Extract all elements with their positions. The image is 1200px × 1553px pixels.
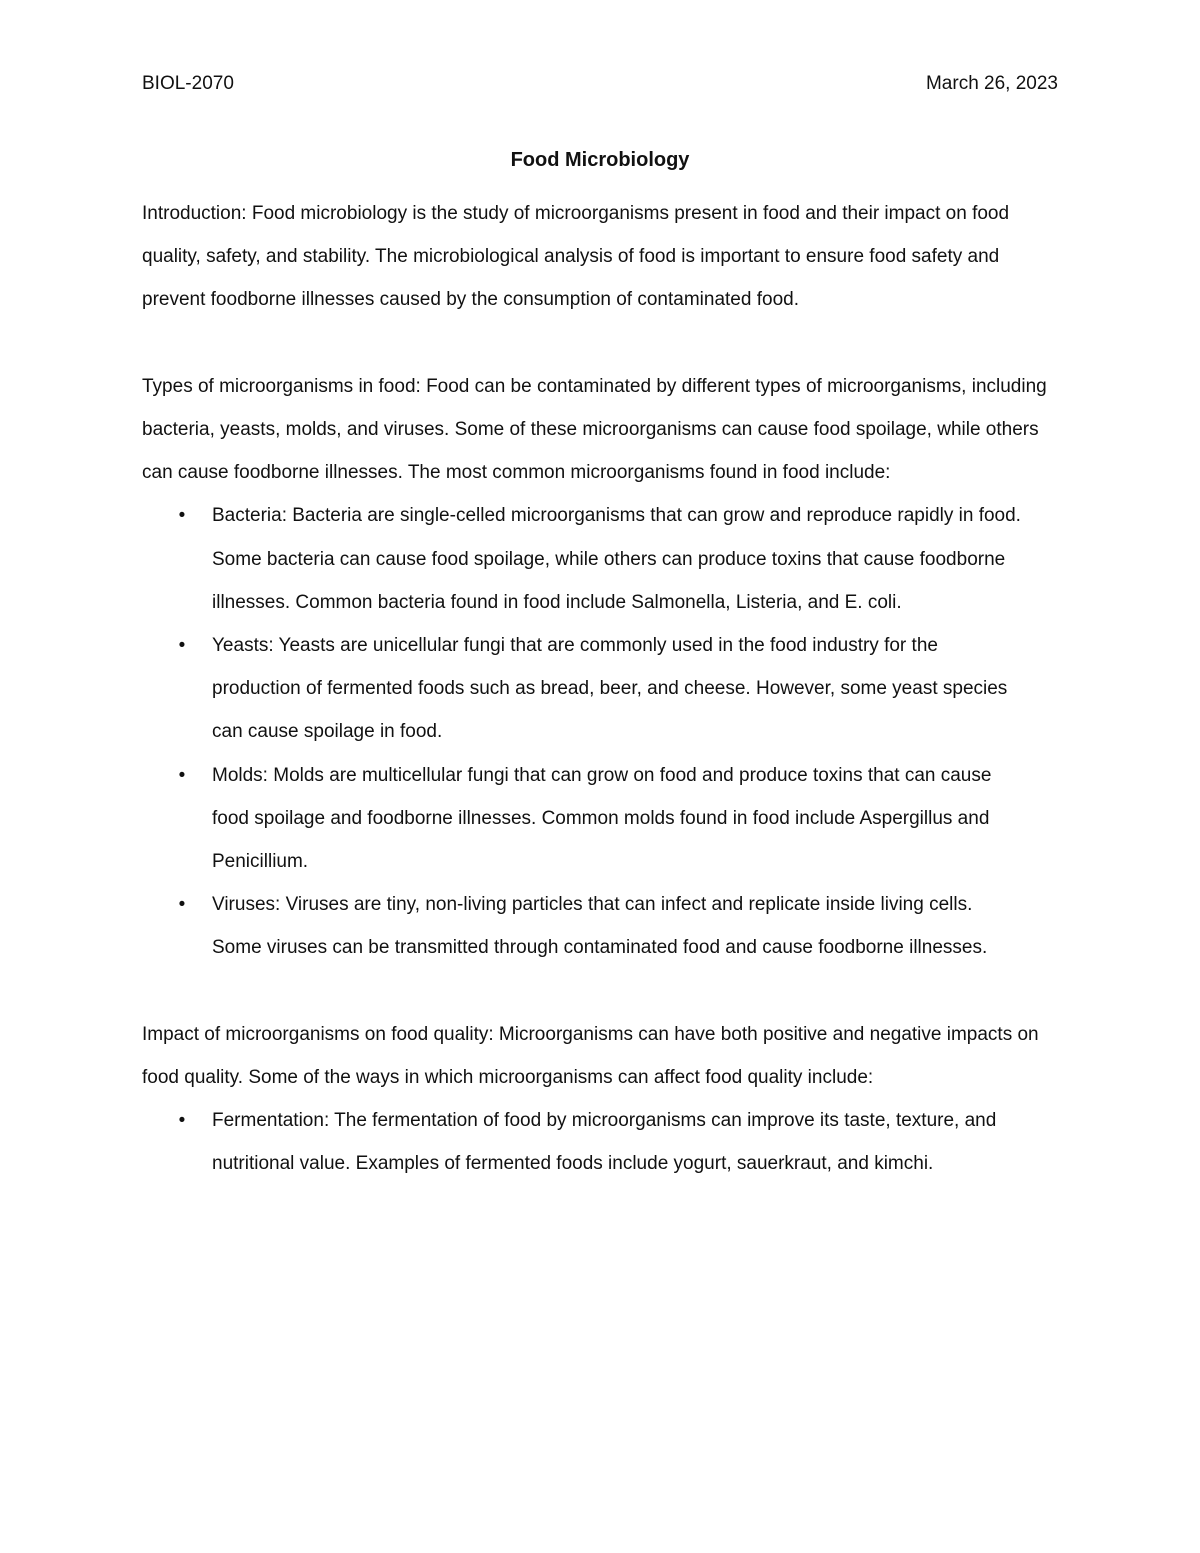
list-item-text: Viruses: Viruses are tiny, non-living particles that can infect and replicate inside living cells. Some viruses can be transmitted through contaminated food and cause foodborne illnesses. <box>212 894 988 959</box>
list-item <box>178 754 1062 884</box>
impact-list <box>142 1099 1062 1185</box>
paragraph-spacer <box>142 970 1062 1013</box>
bullet-icon: • <box>178 894 186 916</box>
document-date: March 26, 2023 <box>925 73 1058 94</box>
microorganism-types-list <box>142 494 1062 969</box>
list-item-text: Bacteria: Bacteria are single-celled microorganisms that can grow and reproduce rapidly in food. Some bacteria can cause food spoilage, while others can produce toxins that cause foodborne illnesses. Common bacteria found in food include Salmonella, Listeria, and E. coli. <box>212 505 1021 613</box>
list-item-text: Yeasts: Yeasts are unicellular fungi that are commonly used in the food industry for the production of fermented foods such as bread, beer, and cheese. However, some yeast species can cause spoilage in food. <box>212 635 1008 743</box>
list-item <box>178 624 1062 754</box>
list-item <box>178 494 1062 624</box>
course-code: BIOL-2070 <box>142 73 234 94</box>
list-item <box>178 883 1062 969</box>
paragraph-spacer <box>142 322 1062 365</box>
types-intro-paragraph: Types of microorganisms in food: Food can be contaminated by different types of microorganisms, including bacteria, yeasts, molds, and viruses. Some of these microorganisms can cause food spoilage, while others can cause foodborne illnesses. The most common microorganisms found in food include: <box>142 375 1047 484</box>
bullet-icon: • <box>178 764 186 786</box>
intro-paragraph: Introduction: Food microbiology is the study of microorganisms present in food and their impact on food quality, safety, and stability. The microbiological analysis of food is important to ensure food safety and prevent foodborne illnesses caused by the consumption of contaminated food. <box>142 203 1010 311</box>
bullet-icon: • <box>178 635 186 657</box>
document-body <box>142 192 1062 1186</box>
page-title: Food Microbiology <box>510 149 690 171</box>
list-item <box>178 1099 1062 1185</box>
list-item-text: Molds: Molds are multicellular fungi that can grow on food and produce toxins that can cause food spoilage and foodborne illnesses. Common molds found in food include Aspergillus and Penicillium. <box>212 764 992 873</box>
bullet-icon: • <box>178 1110 186 1132</box>
list-item-text: Fermentation: The fermentation of food by microorganisms can improve its taste, texture, and nutritional value. Examples of fermented foods include yogurt, sauerkraut, and kimchi. <box>212 1110 997 1175</box>
impact-intro-paragraph: Impact of microorganisms on food quality: Microorganisms can have both positive and negative impacts on food quality. Some of the ways in which microorganisms can affect food quality include: <box>142 1023 1039 1089</box>
bullet-icon: • <box>178 505 186 527</box>
